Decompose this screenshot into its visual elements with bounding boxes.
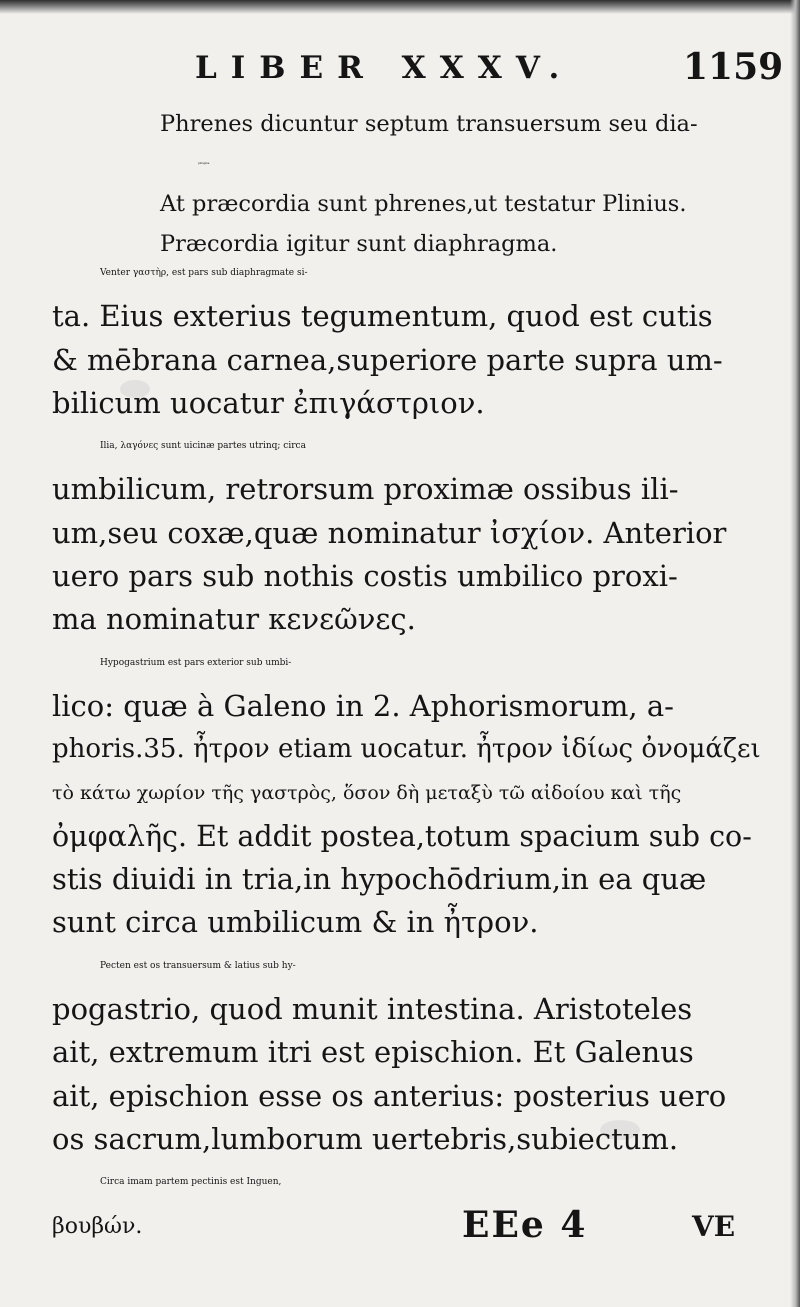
greek-text-line: τὸ κάτω χωρίον τῆς γαστρὸς, ὅσον δὴ μεταξὺ τῶ αἰδοίου καὶ τῆς	[52, 781, 682, 804]
text-line: sunt circa umbilicum & in ἦτρον.	[52, 905, 539, 940]
text-line: ta. Eius exterius tegumentum, quod est cutis	[52, 299, 713, 334]
text-line: ait, extremum itri est epischion. Et Galenus	[52, 1035, 694, 1070]
text-line: um,seu coxæ,quæ nominatur ἰσχίον. Anterior	[52, 515, 727, 550]
main-text	[52, 252, 760, 1248]
note-line: At præcordia sunt phrenes,ut testatur Plinius.	[160, 191, 687, 217]
text-line: Pecten est os transuersum & latius sub hy-	[100, 960, 296, 971]
paragraph-pecten	[52, 945, 760, 1161]
text-line: umbilicum, retrorsum proximæ ossibus ili-	[52, 472, 679, 507]
paragraph-inguen	[52, 1161, 760, 1248]
page-number: 1159	[683, 46, 784, 88]
text-line: stis diuidi in tria,in hypochōdrium,in ea quæ	[52, 862, 707, 897]
note-line: Præcordia igitur sunt diaphragma.	[160, 231, 558, 257]
text-line: Ilia, λαγόνες sunt uicinæ partes utrinq; circa	[100, 441, 306, 452]
text-line: pogastrio, quod munit intestina. Aristoteles	[52, 992, 693, 1027]
text-line: βουβών.	[52, 1213, 143, 1239]
note-line: Phrenes dicuntur septum transuersum seu dia-	[160, 111, 698, 137]
text-line: ma nominatur κενεῶνες.	[52, 602, 416, 637]
text-line: lico: quæ à Galeno in 2. Aphorismorum, a-	[52, 688, 674, 723]
page-right-shadow	[790, 0, 800, 1307]
paragraph-ilia	[52, 425, 760, 641]
text-line: ait, epischion esse os anterius: posterius uero	[52, 1078, 727, 1113]
signature-mark: EEe 4	[462, 1204, 588, 1246]
text-line: ὀμφαλῆς. Et addit postea,totum spacium sub co-	[52, 819, 752, 853]
text-line: os sacrum,lumborum uertebris,subiectum.	[52, 1121, 679, 1156]
text-line: Circa imam partem pectinis est Inguen,	[100, 1177, 282, 1188]
text-line: Venter γαστὴρ, est pars sub diaphragmate si-	[100, 268, 308, 278]
text-line: Hypogastrium est pars exterior sub umbi-	[100, 657, 292, 668]
running-title: LIBER XXXV.	[195, 50, 574, 86]
text-line: phoris.35. ἦτρον etiam uocatur. ἦτρον ἰδίως ὀνομάζει	[52, 734, 761, 765]
page-top-shadow	[0, 0, 800, 14]
paragraph-hypogastrium	[52, 642, 760, 945]
text-line: uero pars sub nothis costis umbilico proxi-	[52, 559, 678, 594]
note-line: phragma	[198, 162, 210, 165]
text-line: & mēbrana carnea,superiore parte supra um-	[52, 342, 723, 377]
catchword: VE	[692, 1210, 736, 1243]
text-line: bilicum uocatur ἐπιγάστριον.	[52, 385, 485, 420]
paragraph-venter	[52, 252, 760, 425]
definition-notes	[160, 104, 760, 264]
